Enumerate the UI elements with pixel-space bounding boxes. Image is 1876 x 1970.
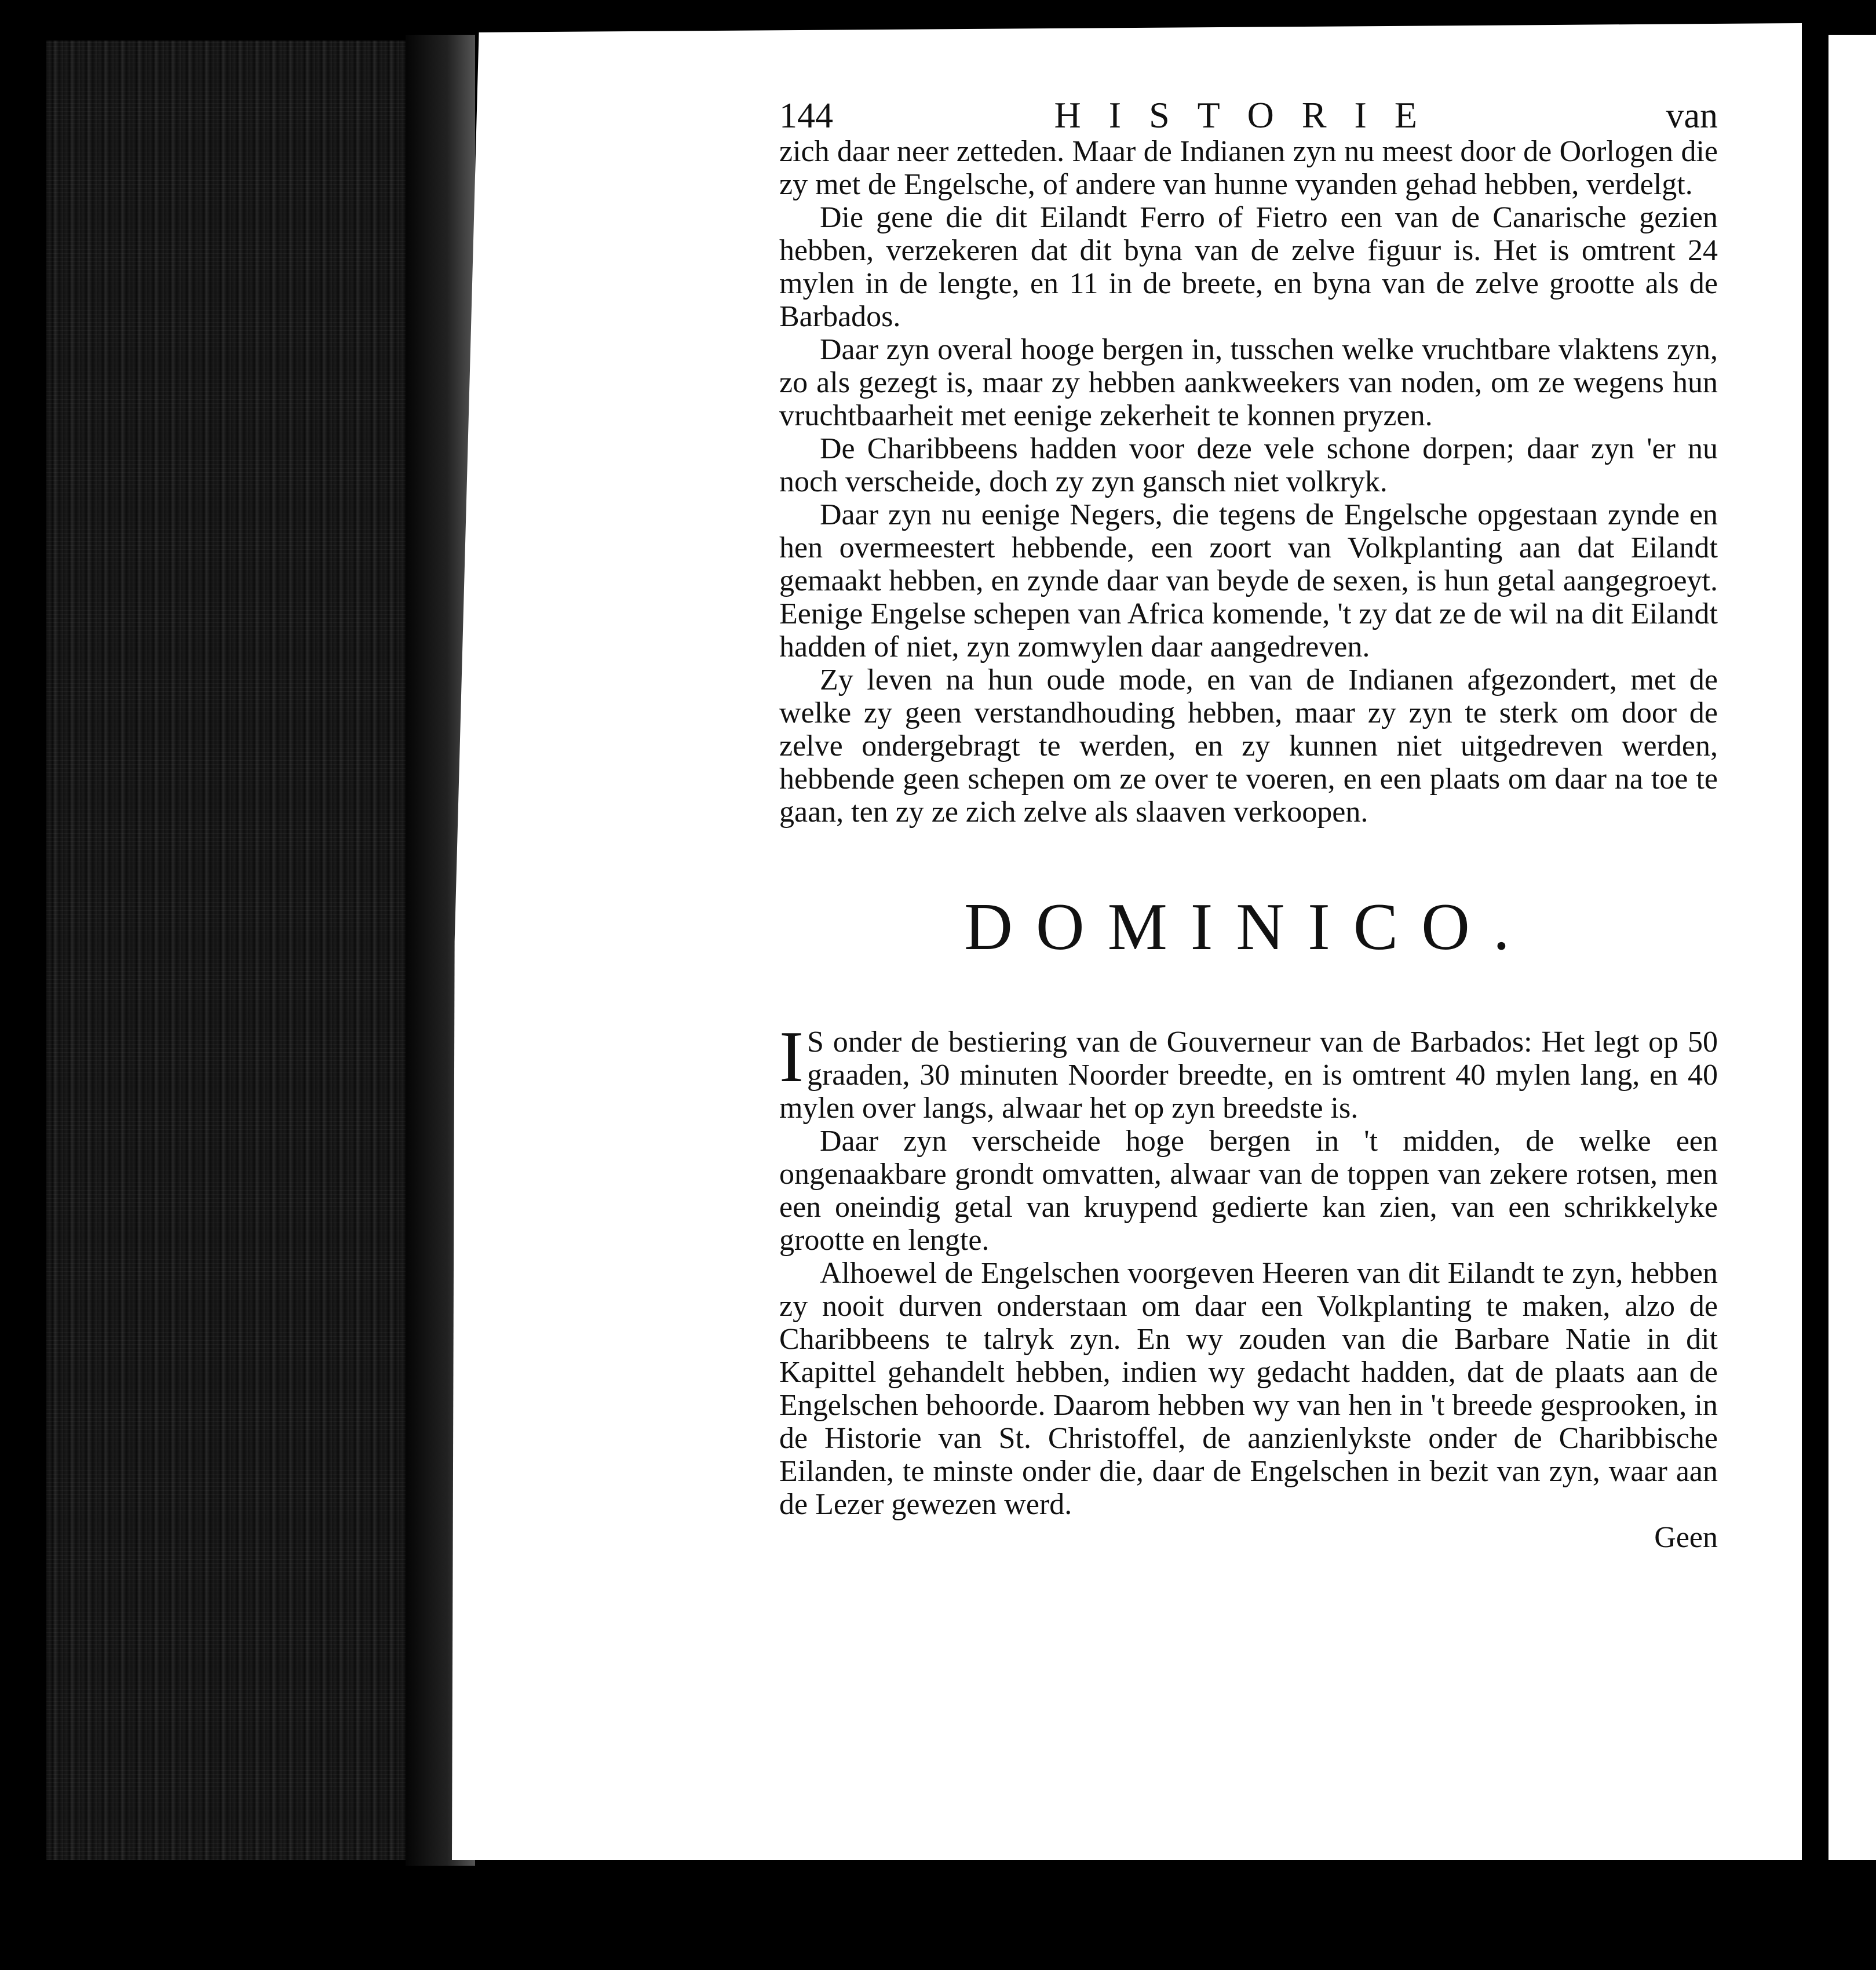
running-title: HISTORIE <box>1054 94 1445 136</box>
drop-cap: I <box>779 1017 804 1097</box>
paragraph: Daar zyn nu eenige Negers, die tegens de Engelsche opgestaan zynde en hen overmeestert hebbende, een zoort van Volkplanting aan dat Eilandt gemaakt hebben, en zynde daar van beyde de sexen, is hun getal aangegroeyt. Eenige Engelse schepen van Africa komende, 't zy dat ze de wil na dit Eilandt hadden of niet, zyn zomwylen daar aangedreven. <box>779 498 1718 663</box>
page-content <box>779 94 1718 1554</box>
book-edge <box>46 41 463 1860</box>
opening-paragraph <box>779 1017 1718 1125</box>
paragraph: Daar zyn verscheide hoge bergen in 't midden, de welke een ongenaakbare grondt omvatten, alwaar van de toppen van zekere rotsen, men een oneindig getal van kruypend gedierte kan zien, van een schrikkelyke grootte en lengte. <box>779 1125 1718 1257</box>
paragraph: Die gene die dit Eilandt Ferro of Fietro een van de Canarische gezien hebben, verzekeren dat dit byna van de zelve figuur is. Het is omtrent 24 mylen in de lengte, en 11 in de breete, en byna van de zelve grootte als de Barbados. <box>779 201 1718 333</box>
section-title: DOMINICO. <box>964 890 1533 964</box>
paragraph: zich daar neer zetteden. Maar de Indianen zyn nu meest door de Oorlogen die zy met de Engelsche, of andere van hunne vyanden gehad hebben, verdelgt. <box>779 135 1718 201</box>
running-header <box>779 94 1718 136</box>
next-page-edge <box>1825 35 1876 1860</box>
paragraph: De Charibbeens hadden voor deze vele schone dorpen; daar zyn 'er nu noch verscheide, doch zy zyn gansch niet volkryk. <box>779 432 1718 498</box>
opening-paragraph-text: S onder de bestiering van de Gouverneur van de Barbados: Het legt op 50 graaden, 30 minuten Noorder breedte, en is omtrent 40 mylen lang, en 40 mylen over langs, alwaar het op zyn breedste is. <box>779 1026 1718 1125</box>
running-title-suffix: van <box>1666 96 1718 136</box>
paragraph: Daar zyn overal hooge bergen in, tusschen welke vruchtbare vlaktens zyn, zo als gezegt is, maar zy hebben aankweekers van noden, om ze wegens hun vruchtbaarheit met eenige zekerheit te konnen pryzen. <box>779 333 1718 432</box>
page-number: 144 <box>779 96 833 136</box>
paragraph: Alhoewel de Engelschen voorgeven Heeren van dit Eilandt te zyn, hebben zy nooit durven onderstaan om daar een Volkplanting te maken, alzo de Charibbeens te talryk zyn. En wy zouden van die Barbare Natie in dit Kapittel gehandelt hebben, indien wy gedacht hadden, dat de plaats aan de Engelschen behoorde. Daarom hebben wy van hen in 't breede gesprooken, in de Historie van St. Christoffel, de aanzienlykste onder de Charibbische Eilanden, te minste onder die, daar de Engelschen in bezit van zyn, waar aan de Lezer gewezen werd. <box>779 1257 1718 1521</box>
paragraph: Zy leven na hun oude mode, en van de Indianen afgezondert, met de welke zy geen verstandhouding hebben, maar zy zyn te sterk om door de zelve ondergebragt te werden, en zy kunnen niet uitgedreven werden, hebbende geen schepen om ze over te voeren, en een plaats om daar na toe te gaan, ten zy ze zich zelve als slaaven verkoopen. <box>779 663 1718 829</box>
catchword: Geen <box>1654 1521 1718 1554</box>
